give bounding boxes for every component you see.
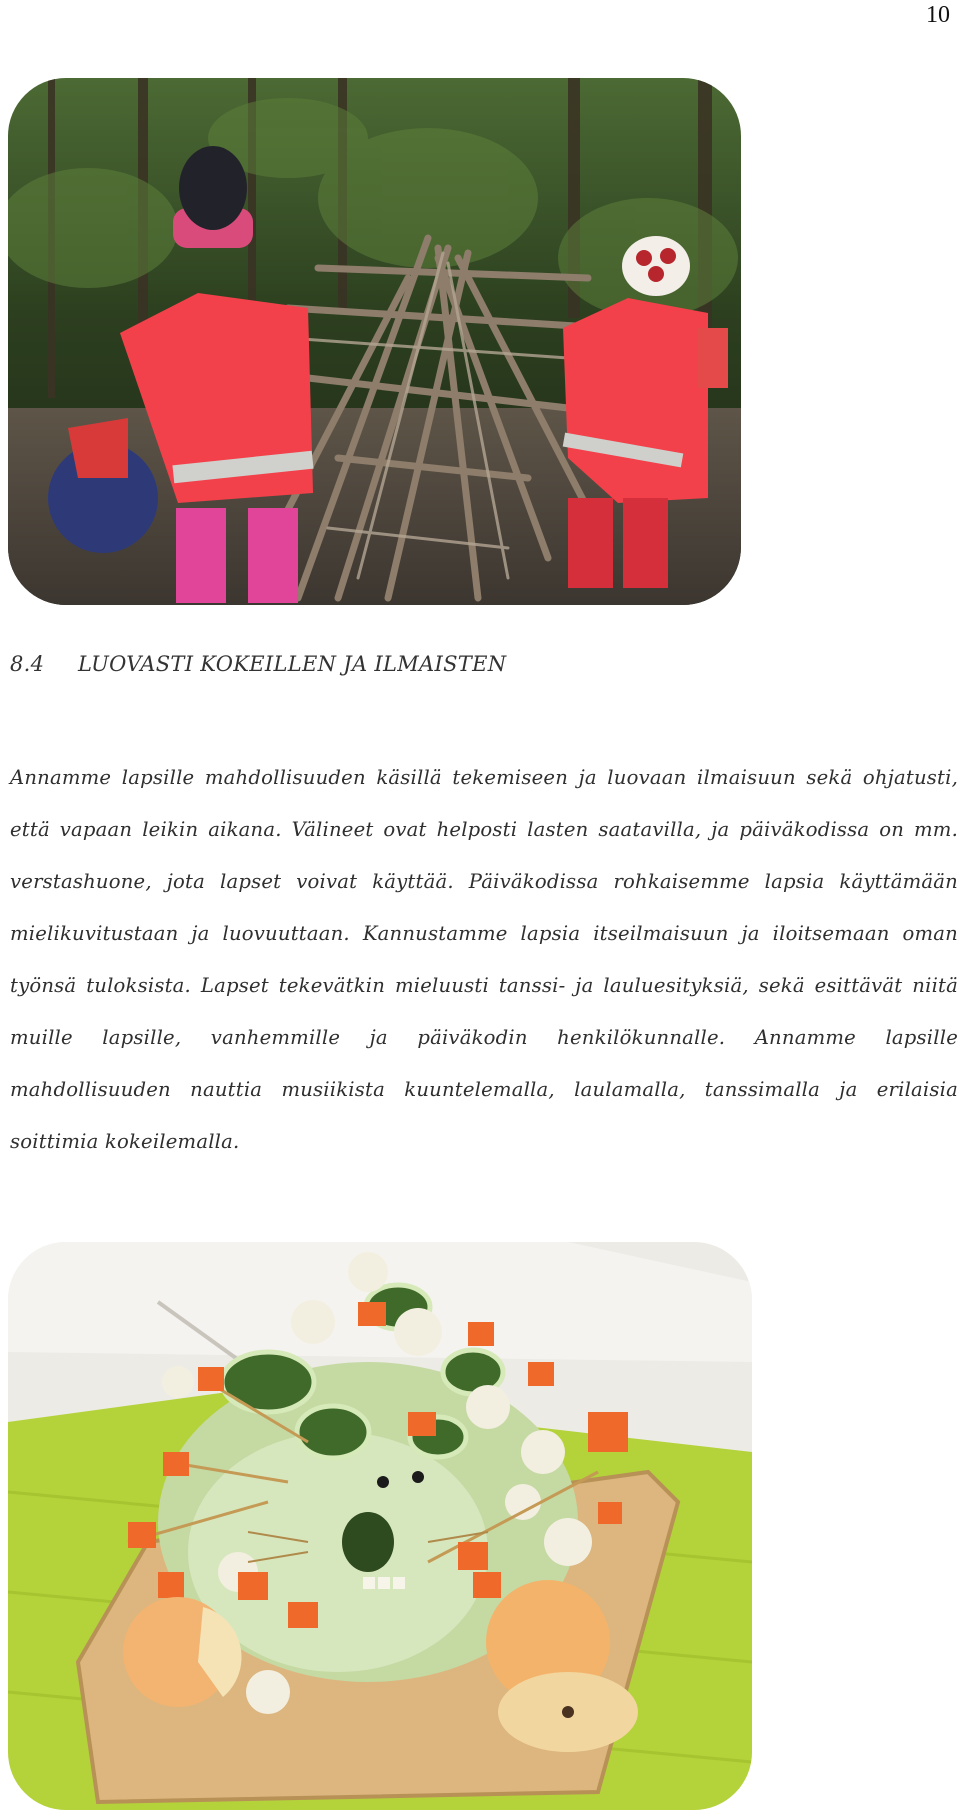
section-title: LUOVASTI KOKEILLEN JA ILMAISTEN [78,652,507,676]
body-paragraph: Annamme lapsille mahdollisuuden käsillä tekemiseen ja luovaan ilmaisuun sekä ohjatusti, että vapaan leikin aikana. Välineet ovat helposti lasten saatavilla, ja päiväkodissa on mm. verstashuone, jota lapset voivat käyttää. Päiväkodissa rohkaisemme lapsia käyttämään mielikuvitustaan ja luovuuttaan. Kannustamme lapsia itseilmaisuun ja iloitsemaan oman työnsä tuloksista. Lapset tekevätkin mieluusti tanssi- ja lauluesityksiä, sekä esittävät niitä muille lapsille, vanhemmille ja päiväkodin henkilökunnalle. Annamme lapsille mahdollisuuden nauttia musiikista kuuntelemalla, laulamalla, tanssimalla ja erilaisia soittimia kokeilemalla. [10,766,958,1153]
photo-vegetable-hedgehog [8,1242,752,1810]
section-heading [10,652,506,676]
page-number: 10 [926,2,950,28]
photo-children-stick-hut [8,78,741,605]
section-number: 8.4 [10,652,45,676]
